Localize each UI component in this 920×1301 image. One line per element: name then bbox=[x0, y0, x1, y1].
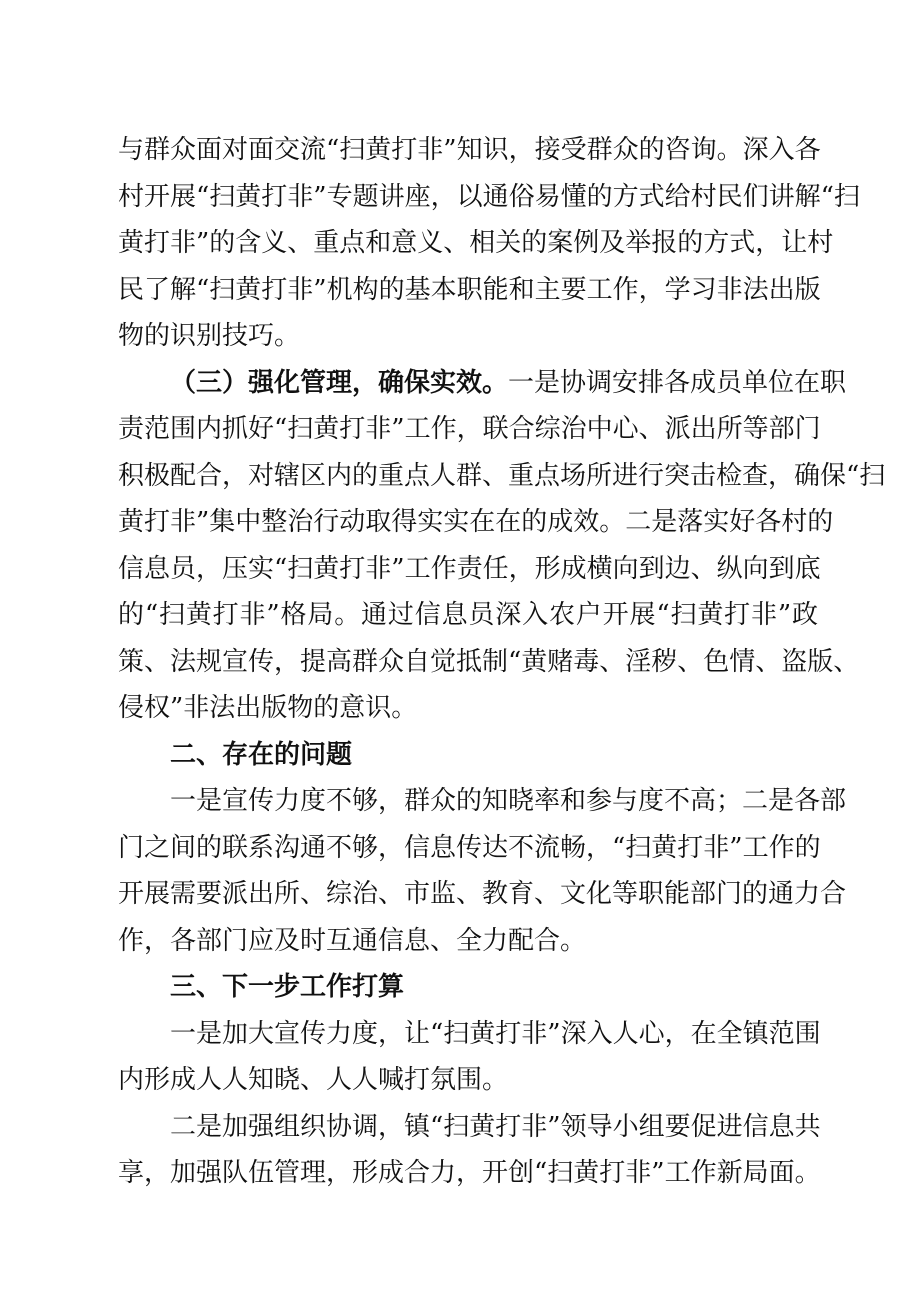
paragraph-line: 黄打非”集中整治行动取得实实在在的成效。二是落实好各村的 bbox=[118, 507, 834, 537]
paragraph-line: 与群众面对面交流“扫黄打非”知识，接受群众的咨询。深入各 bbox=[118, 135, 821, 165]
paragraph-line: 积极配合，对辖区内的重点人群、重点场所进行突击检查，确保“扫 bbox=[118, 461, 886, 491]
paragraph-line: 一是宣传力度不够，群众的知晓率和参与度不高；二是各部 bbox=[170, 786, 847, 816]
section-subheading: （三）强化管理，确保实效。 bbox=[170, 368, 509, 398]
paragraph-line: 村开展“扫黄打非”专题讲座，以通俗易懂的方式给村民们讲解“扫 bbox=[118, 182, 860, 212]
section-heading: 三、下一步工作打算 bbox=[170, 972, 405, 1002]
paragraph-line: 二是加强组织协调，镇“扫黄打非”领导小组要促进信息共 bbox=[170, 1112, 821, 1142]
paragraph-line: 内形成人人知晓、人人喊打氛围。 bbox=[118, 1065, 509, 1095]
paragraph-text: 一是协调安排各成员单位在职 bbox=[508, 368, 847, 398]
paragraph-line: 门之间的联系沟通不够，信息传达不流畅，“扫黄打非”工作的 bbox=[118, 833, 821, 863]
section-heading: 二、存在的问题 bbox=[170, 740, 353, 770]
paragraph-line: 责范围内抓好“扫黄打非”工作，联合综治中心、派出所等部门 bbox=[118, 414, 821, 444]
paragraph-line: 作，各部门应及时互通信息、全力配合。 bbox=[118, 926, 587, 956]
paragraph-line: 的“扫黄打非”格局。通过信息员深入农户开展“扫黄打非”政 bbox=[118, 600, 818, 630]
paragraph-line: 物的识别技巧。 bbox=[118, 321, 301, 351]
paragraph-line: 开展需要派出所、综治、市监、教育、文化等职能部门的通力合 bbox=[118, 879, 847, 909]
paragraph-line: 黄打非”的含义、重点和意义、相关的案例及举报的方式，让村 bbox=[118, 228, 834, 258]
paragraph-line: 侵权”非法出版物的意识。 bbox=[118, 693, 418, 723]
paragraph-line: 策、法规宣传，提高群众自觉抵制“黄赌毒、淫秽、色情、盗版、 bbox=[118, 647, 860, 677]
paragraph-line: 一是加大宣传力度，让“扫黄打非”深入人心，在全镇范围 bbox=[170, 1019, 821, 1049]
paragraph-lead-line bbox=[170, 368, 847, 398]
paragraph-line: 信息员，压实“扫黄打非”工作责任，形成横向到边、纵向到底 bbox=[118, 554, 821, 584]
paragraph-line: 民了解“扫黄打非”机构的基本职能和主要工作，学习非法出版 bbox=[118, 275, 821, 305]
paragraph-line: 享，加强队伍管理，形成合力，开创“扫黄打非”工作新局面。 bbox=[118, 1158, 821, 1188]
